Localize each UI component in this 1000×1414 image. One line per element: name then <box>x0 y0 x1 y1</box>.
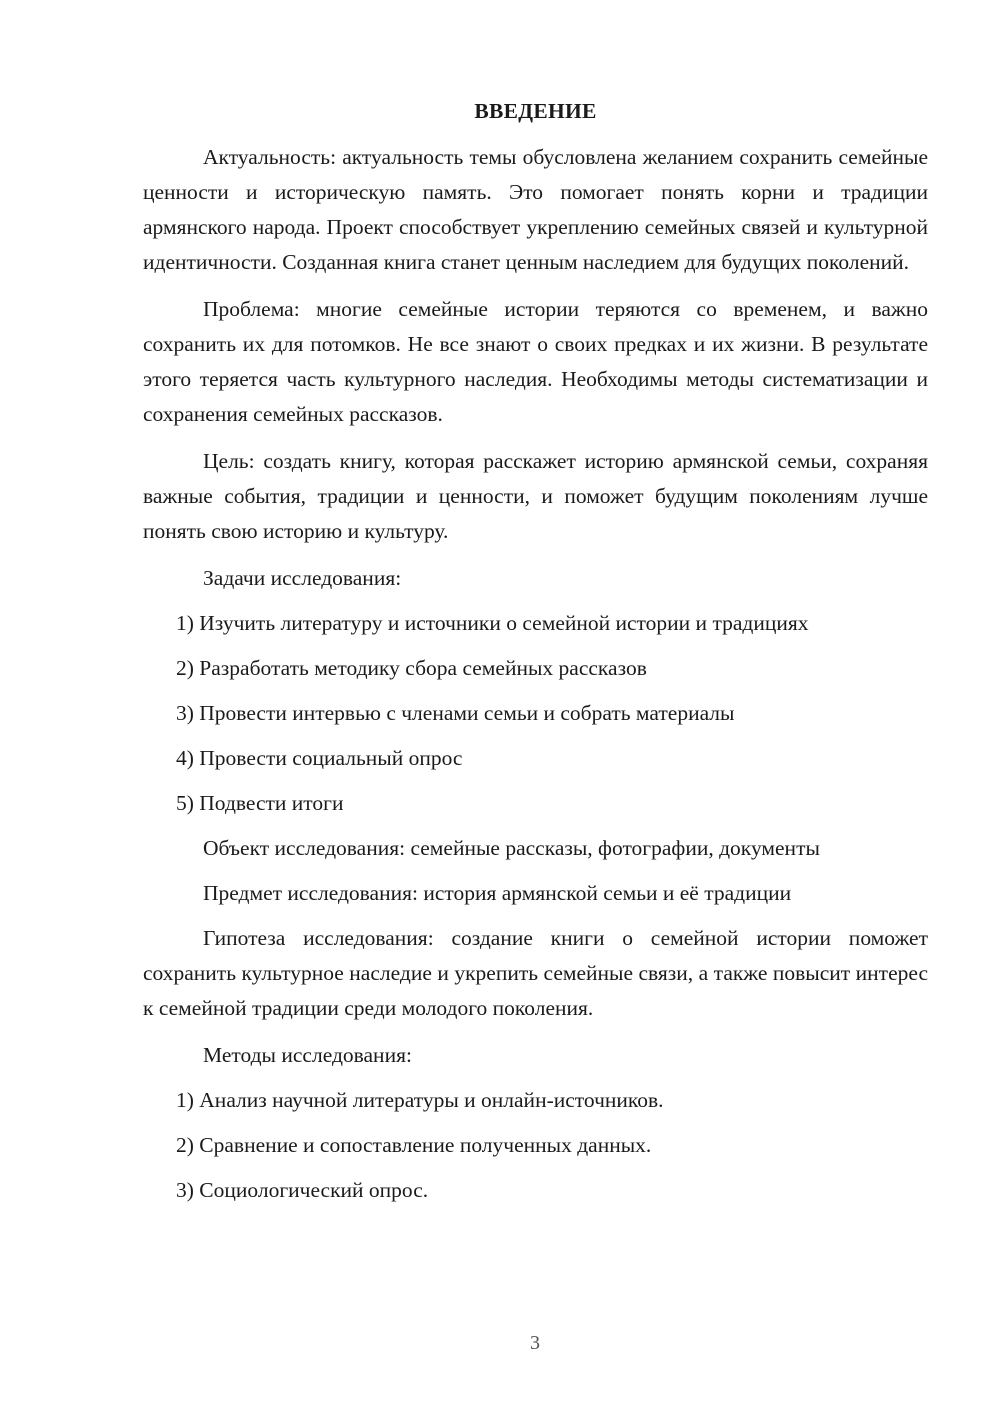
relevance-paragraph: Актуальность: актуальность темы обусловлена желанием сохранить семейные ценности и историческую память. Это помогает понять корни и традиции армянского народа. Проект способствует укреплению семейных связей и культурной идентичности. Созданная книга станет ценным наследием для будущих поколений. <box>143 145 928 274</box>
tasks-heading: Задачи исследования: <box>203 566 402 590</box>
method-item: 2) Сравнение и сопоставление полученных данных. <box>176 1133 652 1157</box>
method-item: 1) Анализ научной литературы и онлайн-источников. <box>176 1088 664 1112</box>
task-item: 1) Изучить литературу и источники о семейной истории и традициях <box>176 611 809 635</box>
page-content <box>143 96 928 1218</box>
task-item: 2) Разработать методику сбора семейных рассказов <box>176 656 647 680</box>
goal-paragraph: Цель: создать книгу, которая расскажет историю армянской семьи, сохраняя важные события, традиции и ценности, и поможет будущим поколениям лучше понять свою историю и культуру. <box>143 449 928 543</box>
task-item: 5) Подвести итоги <box>176 791 344 815</box>
task-item: 3) Провести интервью с членами семьи и собрать материалы <box>176 701 735 725</box>
problem-paragraph: Проблема: многие семейные истории теряются со временем, и важно сохранить их для потомков. Не все знают о своих предках и их жизни. В результате этого теряется часть культурного наследия. Необходимы методы систематизации и сохранения семейных рассказов. <box>143 297 928 426</box>
methods-list <box>143 1083 928 1208</box>
task-item: 4) Провести социальный опрос <box>176 746 463 770</box>
page-title: ВВЕДЕНИЕ <box>474 99 597 123</box>
method-item: 3) Социологический опрос. <box>176 1178 429 1202</box>
research-object: Объект исследования: семейные рассказы, фотографии, документы <box>203 836 820 860</box>
page-number: 3 <box>530 1332 540 1354</box>
hypothesis-paragraph: Гипотеза исследования: создание книги о семейной истории поможет сохранить культурное наследие и укрепить семейные связи, а также повысит интерес к семейной традиции среди молодого поколения. <box>143 926 928 1020</box>
methods-heading: Методы исследования: <box>203 1043 412 1067</box>
tasks-list <box>143 606 928 821</box>
research-subject: Предмет исследования: история армянской семьи и её традиции <box>203 881 792 905</box>
